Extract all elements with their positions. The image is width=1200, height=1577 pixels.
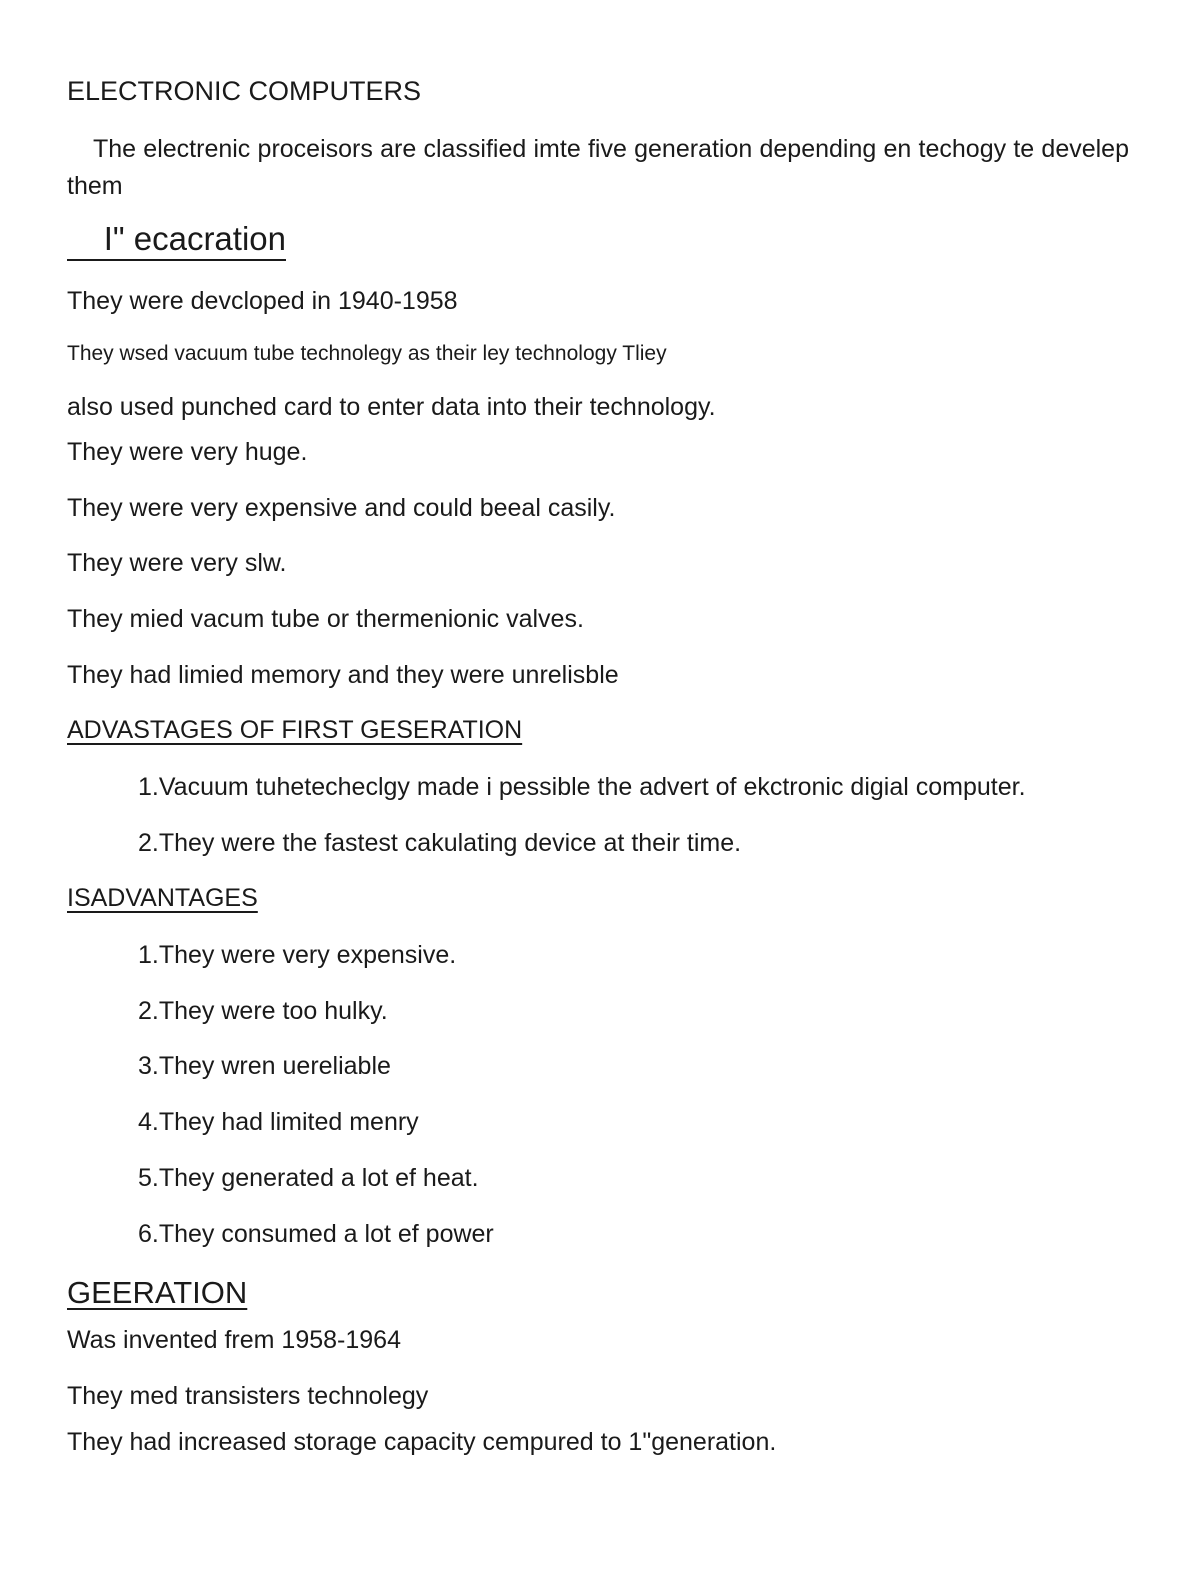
- disadvantage-item-3: 3.They wren uereliable: [138, 1052, 391, 1080]
- first-gen-line-3: also used punched card to enter data into their technology.: [67, 393, 716, 421]
- first-generation-heading: [67, 220, 286, 261]
- first-gen-line-4: They were very huge.: [67, 438, 308, 466]
- advantage-item-1: 1.Vacuum tuhetecheclgy made i pessible the advert of ekctronic digial computer.: [138, 773, 1026, 801]
- first-gen-line-1: They were devcloped in 1940-1958: [67, 287, 458, 315]
- first-gen-line-6: They were very slw.: [67, 549, 287, 577]
- disadvantages-heading: ISADVANTAGES: [67, 884, 258, 912]
- second-gen-line-2: They med transisters technolegy: [67, 1382, 429, 1410]
- first-gen-line-5: They were very expensive and could beeal casily.: [67, 494, 616, 522]
- disadvantage-item-2: 2.They were too hulky.: [138, 997, 388, 1025]
- first-generation-heading-text: I" ecacration: [103, 220, 286, 257]
- first-gen-line-8: They had limied memory and they were unrelisble: [67, 661, 619, 689]
- document-title: ELECTRONIC COMPUTERS: [67, 76, 422, 106]
- advantages-heading: ADVASTAGES OF FIRST GESERATION: [67, 716, 523, 744]
- advantage-item-2: 2.They were the fastest cakulating device at their time.: [138, 829, 742, 857]
- second-gen-line-3: They had increased storage capacity cempured to 1"generation.: [67, 1428, 777, 1456]
- disadvantage-item-6: 6.They consumed a lot ef power: [138, 1220, 494, 1248]
- intro-paragraph: The electrenic proceisors are classified imte five generation depending en techogy te develep them: [67, 135, 1129, 200]
- second-generation-heading: GEERATION: [67, 1275, 248, 1310]
- disadvantage-item-4: 4.They had limited menry: [138, 1108, 419, 1136]
- disadvantage-item-1: 1.They were very expensive.: [138, 941, 457, 969]
- disadvantage-item-5: 5.They generated a lot ef heat.: [138, 1164, 479, 1192]
- first-gen-line-2: They wsed vacuum tube technolegy as their ley technology Tliey: [67, 342, 667, 365]
- second-gen-line-1: Was invented frem 1958-1964: [67, 1326, 401, 1354]
- first-gen-line-7: They mied vacum tube or thermenionic valves.: [67, 605, 584, 633]
